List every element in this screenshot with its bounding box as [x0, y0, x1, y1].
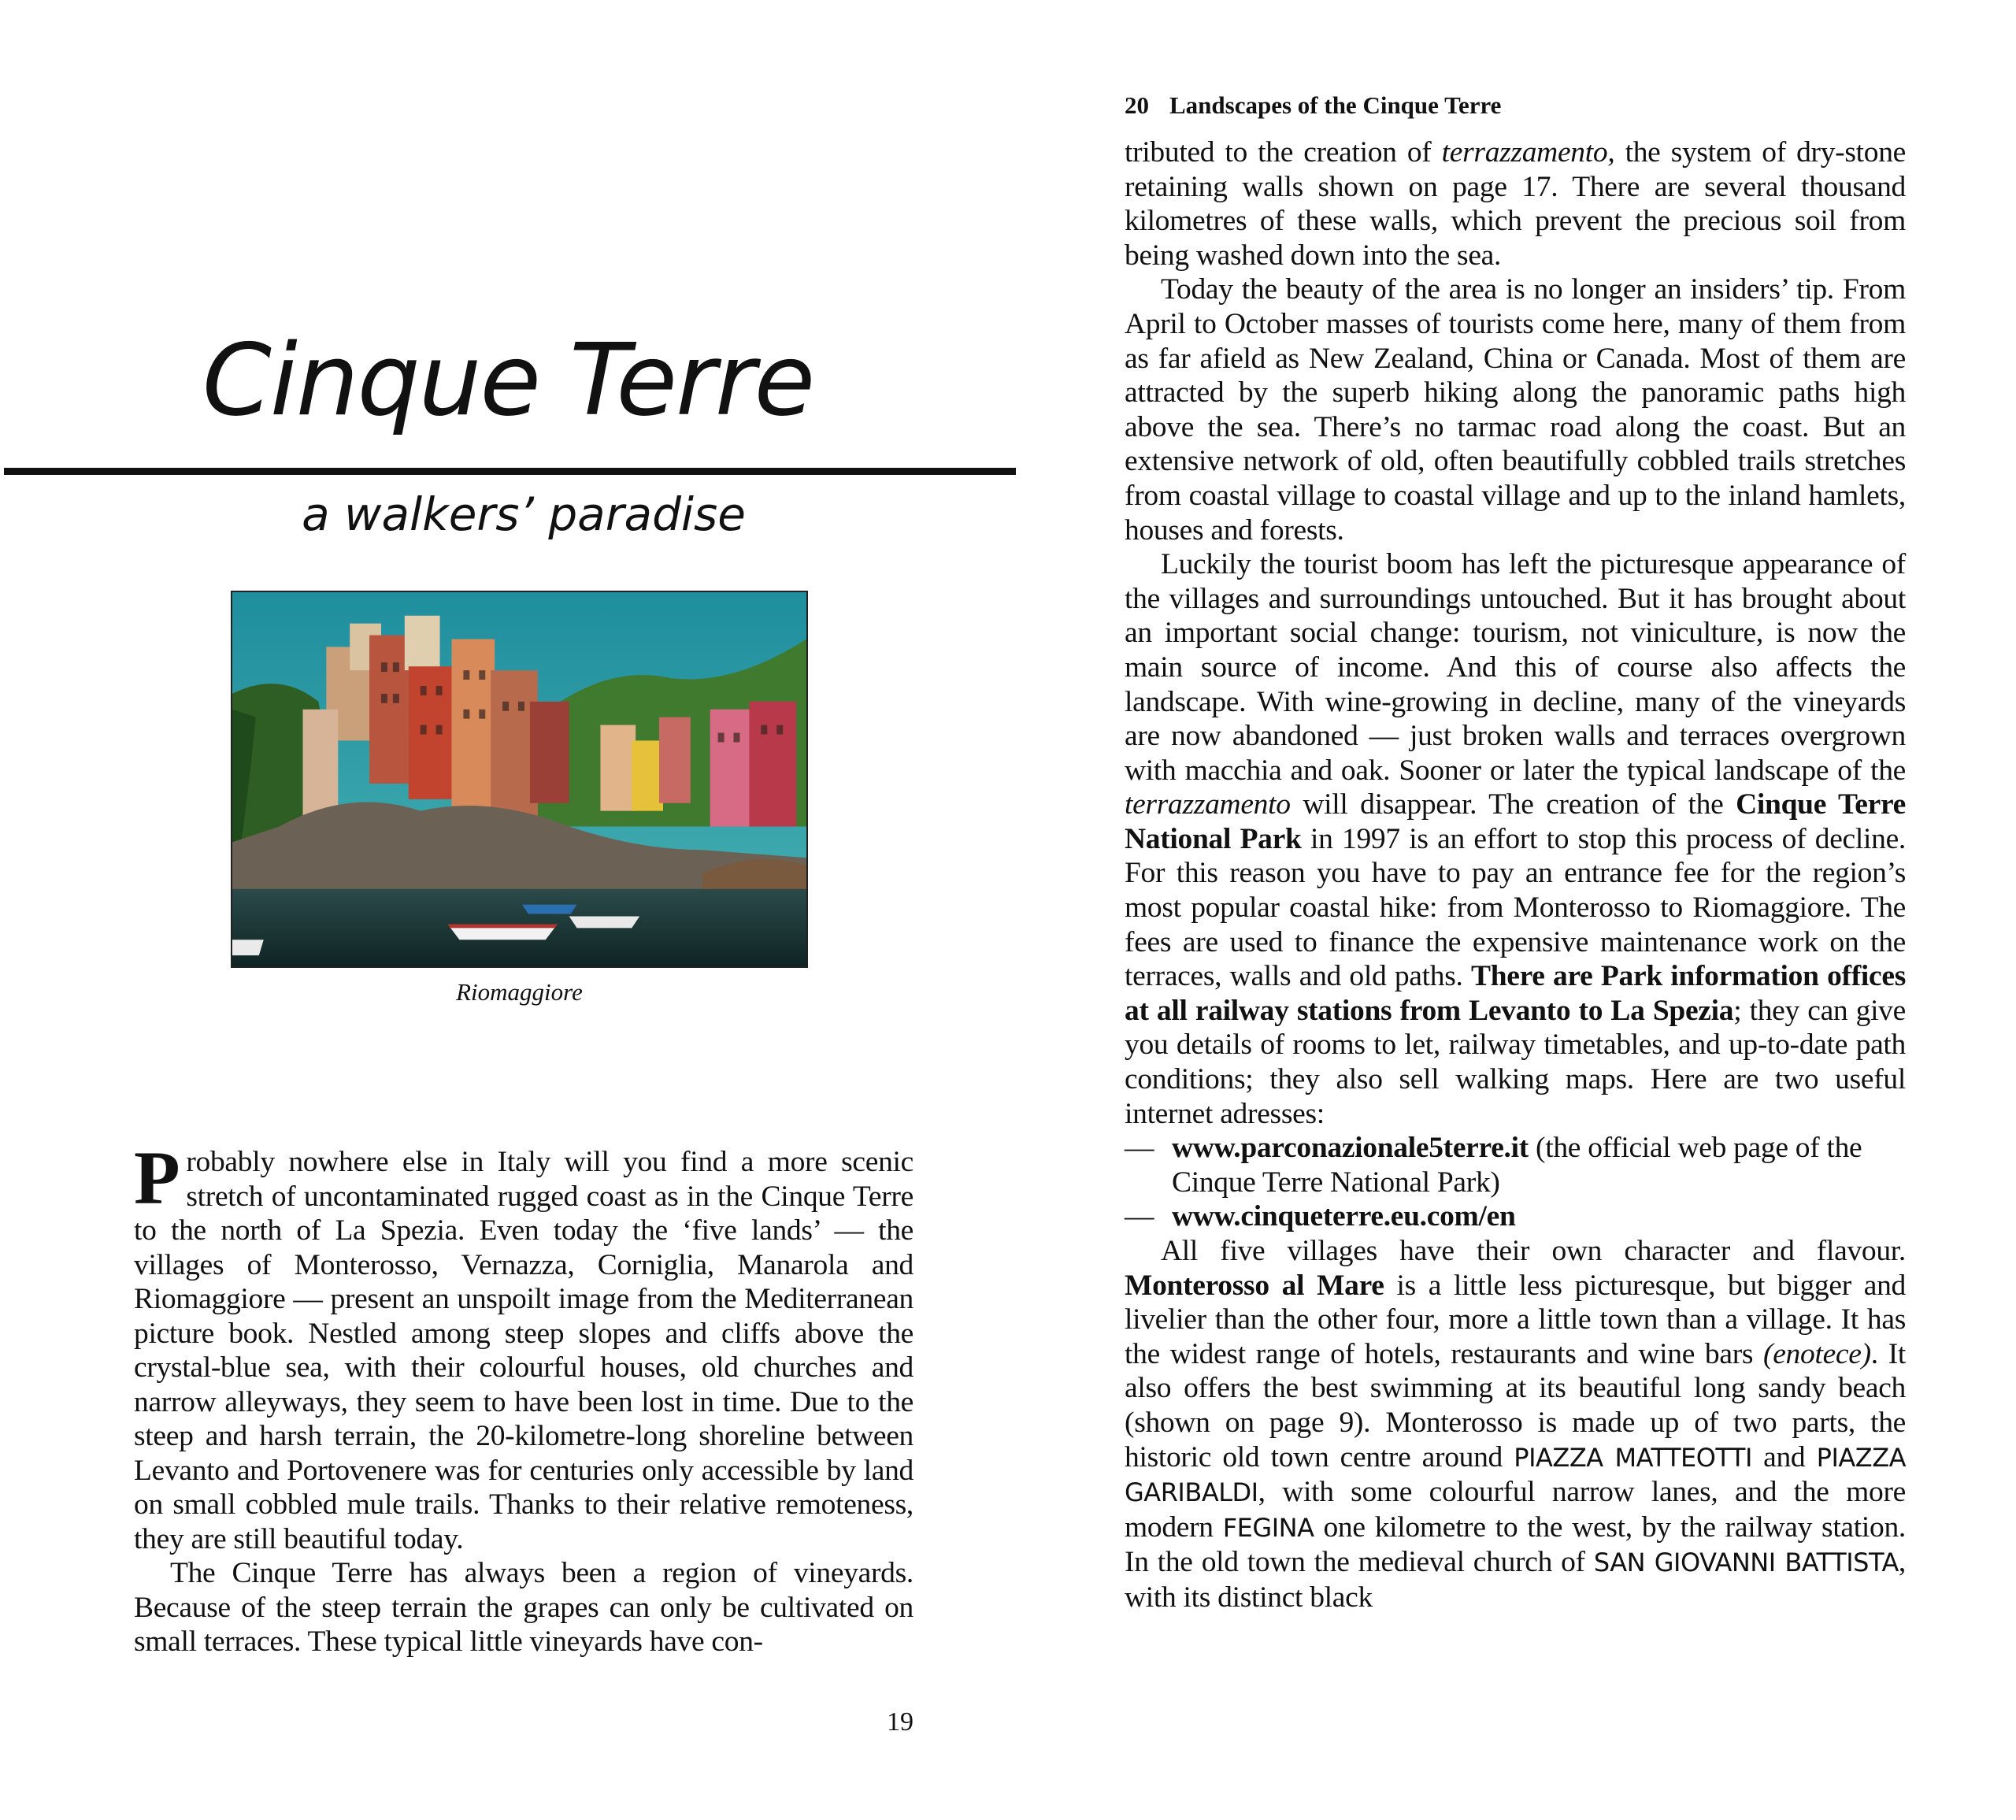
- text-run: and: [1751, 1440, 1817, 1473]
- bold-park-name: Cinque Terre National Park: [1125, 788, 1906, 855]
- right-paragraph-1: [1125, 135, 1906, 272]
- dash-bullet: —: [1125, 1132, 1154, 1165]
- left-body-text: [134, 1136, 914, 1659]
- right-body-text: [1125, 135, 1906, 1615]
- text-run: . It also offers the best swimming at its beautiful long sandy beach (shown on page 9). Monterosso is made up of two parts, the historic old town centre around: [1125, 1337, 1906, 1473]
- italic-term: (enotece): [1763, 1337, 1871, 1370]
- bold-info-offices: There are Park information offices at all railway stations from Levanto to La Spezia: [1125, 960, 1906, 1027]
- italic-term: terrazzamento,: [1441, 136, 1615, 169]
- page-number-right: 20: [1125, 91, 1149, 119]
- link-list-item-2: [1125, 1199, 1906, 1234]
- left-paragraph-1: [134, 1136, 914, 1556]
- link-description: (the official web page of the Cinque Terre National Park): [1172, 1132, 1862, 1199]
- title-rule: [4, 468, 1016, 475]
- place-name: SAN GIOVANNI BATTISTA: [1593, 1548, 1899, 1578]
- left-paragraph-2: The Cinque Terre has always been a region of vineyards. Because of the steep terrain the grapes can only be cultivated on small terraces. These typical little vineyards have con-: [134, 1557, 914, 1658]
- place-name: PIAZZA GARIBALDI: [1125, 1442, 1906, 1508]
- text-run: All five villages have their own character and flavour.: [1161, 1235, 1906, 1267]
- page-number-left: 19: [887, 1707, 914, 1737]
- photo-caption: Riomaggiore: [456, 978, 583, 1006]
- text-run: , with some colourful narrow lanes, and the more modern: [1125, 1476, 1906, 1544]
- text-run: Luckily the tourist boom has left the picturesque appearance of the villages and surroundings untouched. But it has brought about an important social change: tourism, not viniculture, is now the main source of income. And this of course also affects the landscape. With wine-growing in decline, many of the vineyards are now abandoned — just broken walls and terraces overgrown with macchia and oak. Sooner or later the typical landscape of the: [1125, 548, 1906, 787]
- running-head: [1125, 91, 1501, 120]
- harbour-village-illustration: [232, 592, 806, 966]
- bold-town-name: Monterosso al Mare: [1125, 1269, 1384, 1302]
- dash-bullet: —: [1125, 1200, 1154, 1233]
- left-paragraph-1-text: robably nowhere else in Italy will you find a more scenic stretch of uncontaminated rugged coast as in the Cinque Terre to the north of La Spezia. Even today the ‘five lands’ — the villages of Monterosso, Vernazza, Corniglia, Manarola and Riomaggiore — present an unspoilt image from the Mediterranean picture book. Nestled among steep slopes and cliffs above the crystal-blue sea, with their colourful houses, old churches and narrow alleyways, they seem to have been lost in time. Due to the steep and harsh terrain, the 20-kilometre-long shoreline between Levanto and Portovenere was for centuries only accessible by land on small cobbled mule trails. Thanks to their relative remoteness, they are still beautiful today.: [134, 1146, 914, 1555]
- text-run: the system of dry-stone retaining walls shown on page 17. There are several thousand kilometres of these walls, which prevent the precious soil from being washed down into the sea.: [1125, 136, 1906, 272]
- chapter-subtitle: a walkers’ paradise: [302, 487, 746, 541]
- right-paragraph-4: [1125, 1234, 1906, 1615]
- text-run: is a little less picturesque, but bigger and livelier than the other four, more a little town than a village. It has the widest range of hotels, restaurants and wine bars: [1125, 1269, 1906, 1370]
- text-run: one kilometre to the west, by the railway station. In the old town the medieval church of: [1125, 1510, 1906, 1579]
- drop-cap: P: [134, 1136, 180, 1220]
- text-run: will disappear. The creation of the: [1290, 788, 1736, 821]
- link-list-item-1: [1125, 1131, 1906, 1199]
- running-head-title: Landscapes of the Cinque Terre: [1169, 91, 1502, 119]
- place-name: PIAZZA MATTEOTTI: [1514, 1442, 1752, 1473]
- place-name: FEGINA: [1222, 1512, 1314, 1543]
- right-paragraph-2: Today the beauty of the area is no longer an insiders’ tip. From April to October masses of tourists come here, many of them from as far afield as New Zealand, China or Canada. Most of them are attracted by the superb hiking along the panoramic paths high above the sea. There’s no tarmac road along the coast. But an extensive network of old, often beautifully cobbled trails stretches from coastal village to coastal village and up to the inland hamlets, houses and forests.: [1125, 273, 1906, 547]
- right-paragraph-3: [1125, 547, 1906, 1131]
- italic-term: terrazzamento: [1125, 788, 1291, 821]
- text-run: tributed to the creation of: [1125, 136, 1442, 169]
- cinqueterre-website-link[interactable]: www.cinqueterre.eu.com/en: [1172, 1200, 1516, 1233]
- text-run: , with its distinct black: [1125, 1546, 1906, 1614]
- text-run: in 1997 is an effort to stop this process of decline. For this reason you have to pay an entrance fee for the region’s most popular coastal hike: from Monterosso to Riomaggiore. The fees are used to finance the expensive maintenance work on the terraces, walls and old paths.: [1125, 822, 1906, 993]
- chapter-title: Cinque Terre: [202, 322, 814, 438]
- riomaggiore-photo: [231, 591, 808, 968]
- text-run: ; they can give you details of rooms to let, railway timetables, and up-to-date path conditions; they also sell walking maps. Here are two useful internet adresses:: [1125, 994, 1906, 1130]
- park-website-link[interactable]: www.parconazionale5terre.it: [1172, 1132, 1529, 1165]
